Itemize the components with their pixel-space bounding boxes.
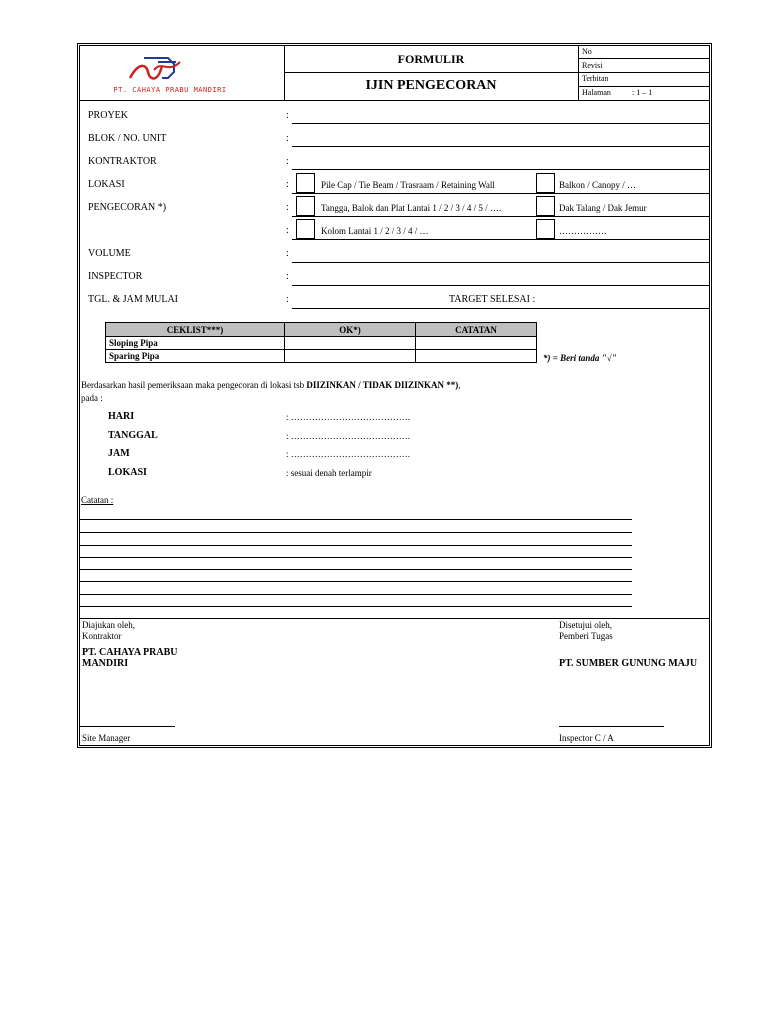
notes-line[interactable] bbox=[79, 569, 632, 570]
field-colon: : bbox=[286, 225, 289, 236]
approval-hari-label: HARI bbox=[108, 411, 135, 422]
sig-right-signature-line[interactable] bbox=[559, 726, 664, 727]
kontraktor-input-line[interactable] bbox=[292, 169, 710, 170]
approval-status-options: DIIZINKAN / TIDAK DIIZINKAN **) bbox=[306, 380, 459, 390]
checklist-note-cell[interactable] bbox=[416, 337, 537, 350]
field-colon: : bbox=[286, 156, 289, 167]
checklist-table bbox=[105, 322, 537, 363]
field-colon: : bbox=[286, 271, 289, 282]
checklist-item: Sloping Pipa bbox=[106, 337, 285, 350]
form-label: FORMULIR bbox=[397, 52, 465, 66]
option-row-line bbox=[292, 239, 710, 240]
company-logo bbox=[110, 48, 230, 98]
field-label-blok: BLOK / NO. UNIT bbox=[88, 133, 167, 144]
field-label-lokasi: LOKASI bbox=[88, 179, 125, 190]
notes-line[interactable] bbox=[79, 557, 632, 558]
approval-tanggal-label: TANGGAL bbox=[108, 430, 158, 441]
sig-right-approved: Disetujui oleh, bbox=[559, 620, 612, 630]
approval-statement-text: Berdasarkan hasil pemeriksaan maka pengecoran di lokasi tsb bbox=[81, 380, 307, 390]
option-label: Kolom Lantai 1 / 2 / 3 / 4 / … bbox=[321, 226, 429, 236]
option-label: ……………. bbox=[559, 226, 607, 236]
checkbox-opt1[interactable] bbox=[296, 173, 315, 193]
sig-left-role: Kontraktor bbox=[82, 631, 122, 641]
inspector-input-line[interactable] bbox=[292, 285, 710, 286]
approval-hari-value[interactable]: : …………………………………. bbox=[286, 412, 411, 422]
checkbox-opt4[interactable] bbox=[536, 196, 555, 216]
signature-section-top-line bbox=[79, 618, 710, 619]
checklist-ok-cell[interactable] bbox=[285, 350, 416, 363]
notes-line[interactable] bbox=[79, 532, 632, 533]
volume-input-line[interactable] bbox=[292, 262, 710, 263]
proyek-input-line[interactable] bbox=[292, 123, 710, 124]
checkbox-opt2[interactable] bbox=[536, 173, 555, 193]
field-label-proyek: PROYEK bbox=[88, 110, 129, 121]
approval-tanggal-value[interactable]: : …………………………………. bbox=[286, 431, 411, 441]
form-title: IJIN PENGECORAN bbox=[365, 78, 497, 93]
field-colon: : bbox=[286, 179, 289, 190]
meta-halaman-label: Halaman bbox=[582, 88, 611, 97]
field-colon: : bbox=[286, 248, 289, 259]
approval-statement-comma: , bbox=[458, 380, 461, 390]
checklist-header: CEKLIST***) bbox=[106, 323, 285, 337]
checklist-header: OK*) bbox=[285, 323, 416, 337]
checklist-note: *) = Beri tanda "√" bbox=[543, 353, 617, 363]
checklist-row bbox=[106, 337, 537, 350]
field-label-inspector: INSPECTOR bbox=[88, 271, 143, 282]
field-label-tgl-jam: TGL. & JAM MULAI bbox=[88, 294, 178, 305]
meta-halaman-value: : 1 – 1 bbox=[632, 88, 653, 97]
notes-line[interactable] bbox=[79, 519, 632, 520]
sig-left-company-cont: MANDIRI bbox=[82, 658, 129, 669]
option-row-line bbox=[292, 216, 710, 217]
option-label: Pile Cap / Tie Beam / Trasraam / Retaining Wall bbox=[321, 180, 495, 190]
field-colon: : bbox=[286, 202, 289, 213]
checklist-note-cell[interactable] bbox=[416, 350, 537, 363]
checkbox-opt6[interactable] bbox=[536, 219, 555, 239]
option-label: Dak Talang / Dak Jemur bbox=[559, 203, 647, 213]
checkbox-opt5[interactable] bbox=[296, 219, 315, 239]
meta-revisi-label: Revisi bbox=[582, 61, 603, 70]
checkbox-opt3[interactable] bbox=[296, 196, 315, 216]
sig-left-signature-line[interactable] bbox=[80, 726, 175, 727]
sig-right-role: Pemberi Tugas bbox=[559, 631, 613, 641]
notes-line[interactable] bbox=[79, 581, 632, 582]
sig-right-bottom-line bbox=[284, 745, 710, 746]
form-inner-border bbox=[79, 45, 710, 746]
option-label: Tangga, Balok dan Plat Lantai 1 / 2 / 3 / 4 / 5 / …. bbox=[321, 203, 502, 213]
header-divider bbox=[284, 72, 578, 73]
sig-right-position: Inspector C / A bbox=[559, 733, 614, 743]
field-label-pengecoran: PENGECORAN *) bbox=[88, 202, 167, 213]
sig-left-position: Site Manager bbox=[82, 733, 131, 743]
approval-jam-label: JAM bbox=[108, 448, 130, 459]
blok-input-line[interactable] bbox=[292, 146, 710, 147]
checklist-item: Sparing Pipa bbox=[106, 350, 285, 363]
approval-pada: pada : bbox=[81, 393, 103, 403]
header-bottom-line bbox=[79, 100, 710, 101]
field-label-volume: VOLUME bbox=[88, 248, 131, 259]
meta-line bbox=[578, 72, 710, 73]
meta-line bbox=[578, 58, 710, 59]
approval-lokasi-label: LOKASI bbox=[108, 467, 147, 478]
checklist-header: CATATAN bbox=[416, 323, 537, 337]
notes-line[interactable] bbox=[79, 606, 632, 607]
approval-statement bbox=[81, 379, 461, 391]
approval-jam-value[interactable]: : …………………………………. bbox=[286, 449, 411, 459]
meta-no-label: No bbox=[582, 47, 592, 56]
company-logo-text: PT. CAHAYA PRABU MANDIRI bbox=[113, 86, 227, 94]
field-colon: : bbox=[286, 110, 289, 121]
checklist-ok-cell[interactable] bbox=[285, 337, 416, 350]
option-label: Balkon / Canopy / … bbox=[559, 180, 636, 190]
sig-left-company: PT. CAHAYA PRABU bbox=[82, 647, 178, 658]
meta-line bbox=[578, 86, 710, 87]
field-label-kontraktor: KONTRAKTOR bbox=[88, 156, 157, 167]
checklist-header-row bbox=[106, 323, 537, 337]
tgl-jam-input-line[interactable] bbox=[292, 308, 710, 309]
field-label-target: TARGET SELESAI : bbox=[449, 294, 536, 305]
field-colon: : bbox=[286, 133, 289, 144]
notes-line[interactable] bbox=[79, 594, 632, 595]
notes-label: Catatan : bbox=[81, 495, 114, 505]
sig-left-submitted: Diajukan oleh, bbox=[82, 620, 135, 630]
header-divider bbox=[578, 45, 579, 101]
approval-lokasi-value: : sesuai denah terlampir bbox=[286, 468, 372, 478]
meta-terbitan-label: Terbitan bbox=[582, 74, 609, 83]
option-row-line bbox=[292, 193, 710, 194]
checklist-row bbox=[106, 350, 537, 363]
notes-line[interactable] bbox=[79, 545, 632, 546]
field-colon: : bbox=[286, 294, 289, 305]
sig-left-bottom-line bbox=[80, 745, 228, 746]
sig-right-company: PT. SUMBER GUNUNG MAJU bbox=[559, 658, 698, 669]
